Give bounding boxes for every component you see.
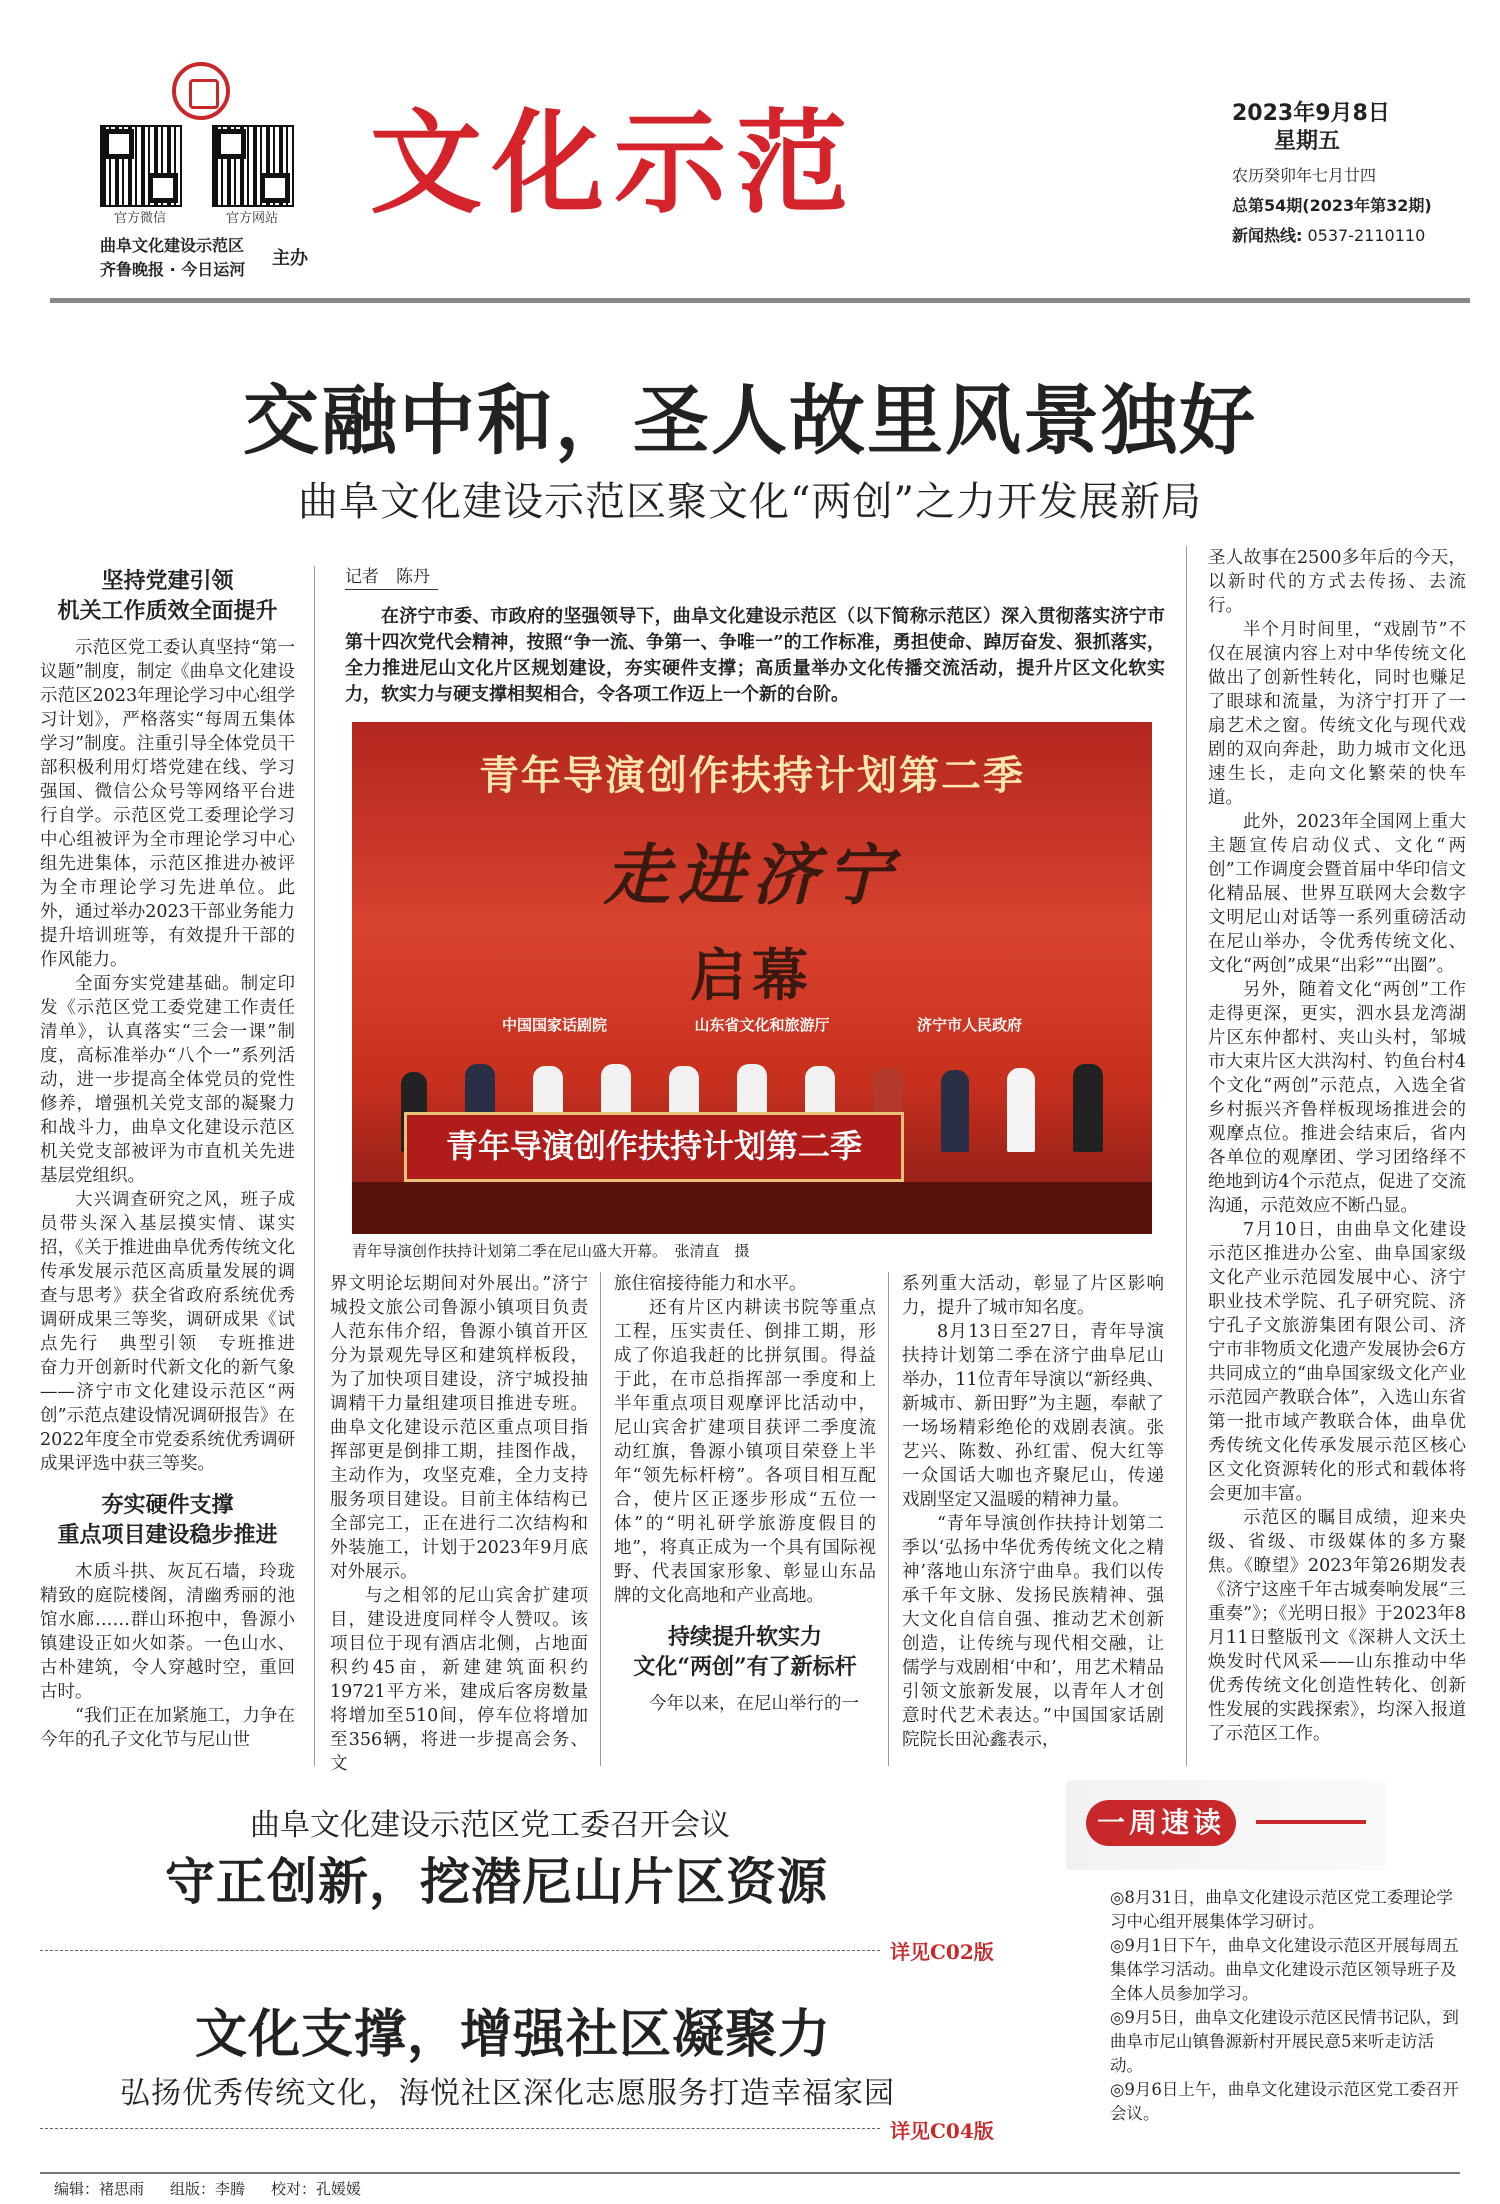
lead-paragraph: 在济宁市委、市政府的坚强领导下，曲阜文化建设示范区（以下简称示范区）深入贯彻落实济宁市第十四次党代会精神，按照“争一流、争第一、争唯一”的工作标准，勇担使命、踔厉奋发、狠抓落实，全力推进尼山文化片区规划建设，夯实硬件支撑；高质量举办文化传播交流活动，提升片区文化软实力，软实力与硬支撑相契相合，令各项工作迈上一个新的台阶。 [345, 606, 1165, 705]
footer-rule [40, 2172, 1460, 2174]
paragraph: 示范区的瞩目成绩，迎来央级、省级、市级媒体的多方聚焦。《瞭望》2023年第26期发表《济宁这座千年古城奏响发展“三重奏”》；《光明日报》于2023年8月11日整版刊文《深耕人文沃土 焕发时代风采——山东推动中华优秀传统文化创造性转化、创新性发展的实践探索》，均深入报道了示范区工作。 [1208, 1508, 1484, 1744]
teaser-title: 文化支撑，增强社区凝聚力 [195, 2004, 832, 2065]
organizer: 山东省文化和旅游厅 [694, 1016, 830, 1034]
paragraph: 圣人故事在2500多年后的今天，以新时代的方式去传扬、去流行。 [1208, 548, 1466, 616]
qr-code-icon [100, 125, 182, 207]
host-label: 主办 [272, 248, 308, 269]
teaser-divider [40, 2128, 880, 2129]
footer-layout: 组版：李腾 [170, 2180, 246, 2198]
publisher-line: 齐鲁晚报 · 今日运河 [100, 260, 246, 279]
newspaper-seal-logo [172, 62, 230, 120]
photo-caption: 青年导演创作扶持计划第二季在尼山盛大开幕。 张清直 摄 [352, 1242, 750, 1260]
issue-info [1232, 100, 1432, 248]
paragraph: 8月13日至27日，青年导演扶持计划第二季在济宁曲阜尼山举办，11位青年导演以“新经典、新城市、新田野”为主题，奉献了一场场精彩绝伦的戏剧表演。张艺兴、陈数、孙红雷、倪大红等一众国话大咖也齐聚尼山，传递戏剧坚定又温暖的精神力量。 [902, 1322, 1164, 1510]
section-heading [614, 1622, 876, 1682]
weekly-title: 一周速读 [1086, 1800, 1236, 1846]
column-divider [314, 566, 315, 1766]
paragraph: 旅住宿接待能力和水平。 [614, 1274, 807, 1294]
paragraph: 另外，随着文化“两创”工作走得更深，更实，泗水县龙湾湖片区东仲都村、夹山头村，邹城市大束片区大洪沟村、钓鱼台村4个文化“两创”示范点，入选全省乡村振兴齐鲁样板现场推进会的观摩点位。推进会结束后，省内各单位的观摩团、学习团络绎不绝地到访4个示范点，促进了交流沟通，示范效应不断凸显。 [1208, 980, 1466, 1216]
paragraph: “青年导演创作扶持计划第二季以‘弘扬中华优秀传统文化之精神’落地山东济宁曲阜。我们以传承千年文脉、发扬民族精神、强大文化自信自强、推动艺术创新创造，让传统与现代相交融，让儒学与戏剧相‘中和’，用艺术精品引领文旅新发展，以青年人才创意时代艺术表达。”中国国家话剧院院长田沁鑫表示， [902, 1514, 1164, 1750]
photo-banner-text: 青年导演创作扶持计划第二季 [479, 753, 1025, 799]
qr-label-wechat: 官方微信 [113, 211, 166, 226]
column-1 [40, 566, 313, 1752]
weekly-title-underline [1256, 1820, 1366, 1824]
column-divider [600, 1272, 601, 1766]
qr-website[interactable] [212, 125, 294, 226]
teaser-divider [40, 1950, 880, 1951]
qr-label-website: 官方网站 [225, 211, 278, 226]
organizer: 中国国家话剧院 [502, 1016, 608, 1034]
paragraph: 今年以来，在尼山举行的一 [649, 1694, 859, 1714]
paragraph: 大兴调查研究之风，班子成员带头深入基层摸实情、谋实招，《关于推进曲阜优秀传统文化传承发展示范区高质量发展的调查与思考》获全省政府系统优秀调研成果三等奖，调研成果《试点先行 典型引领 专班推进 奋力开创新时代新文化的新气象——济宁市文化建设示范区“两创”示范点建设情况调研报告》在2022年度全市党委系统优秀调研成果评选中获三等奖。 [40, 1190, 313, 1474]
organizer: 济宁市人民政府 [916, 1016, 1022, 1034]
see-page-link[interactable]: 详见C04版 [890, 2119, 994, 2143]
teaser-title: 守正创新，挖潜尼山片区资源 [165, 1852, 828, 1911]
paragraph: 与之相邻的尼山宾舍扩建项目，建设进度同样令人赞叹。该项目位于现有酒店北侧，占地面积约45亩，新建建筑面积约19721平方米，建成后客房数量将增加至510间，停车位将增加至356辆，将进一步提高会务、文 [330, 1586, 588, 1774]
paragraph: 还有片区内耕读书院等重点工程，压实责任、倒排工期，形成了你追我赶的比拼氛围。得益于此，在市总指挥部一季度和上半年重点项目观摩评比活动中，尼山宾舍扩建项目获评二季度流动红旗，鲁源小镇项目荣登上半年“领先标杆榜”。各项目相互配合，使片区正逐步形成“五位一体”的“明礼研学旅游度假目的地”，将真正成为一个具有国际视野、代表国家形象、彰显山东品牌的文化高地和产业高地。 [614, 1298, 876, 1606]
paragraph: “我们正在加紧施工，力争在今年的孔子文化节与尼山世 [40, 1706, 295, 1750]
section-heading [40, 1490, 295, 1550]
teaser-deck: 弘扬优秀传统文化，海悦社区深化志愿服务打造幸福家园 [120, 2076, 895, 2111]
weekly-item: ◎9月6日上午，曲阜文化建设示范区党工委召开会议。 [1110, 2080, 1459, 2123]
section-heading-line: 机关工作质效全面提升 [57, 598, 278, 624]
column-divider [888, 1272, 889, 1766]
qr-code-icon [212, 125, 294, 207]
photo-opening-text: 启幕 [690, 944, 814, 1009]
column-5 [1208, 546, 1484, 1746]
masthead-title: 文化示范 [370, 99, 858, 229]
teaser-kicker: 曲阜文化建设示范区党工委召开会议 [250, 1808, 730, 1843]
footer-credits [54, 2178, 361, 2199]
photo-stage-banner: 青年导演创作扶持计划第二季 [404, 1112, 904, 1182]
paragraph: 7月10日，由曲阜文化建设示范区推进办公室、曲阜国家级文化产业示范园发展中心、济宁职业技术学院、孔子研究院、济宁孔子文旅游集团有限公司、济宁市非物质文化遗产发展协会6方共同成立的“曲阜国家级文化产业示范园产教联合体”，入选山东省第一批市域产教联合体，曲阜优秀传统文化传承发展示范区核心区文化资源转化的形式和载体将会更加丰富。 [1208, 1220, 1466, 1504]
lunar-date: 农历癸卯年七月廿四 [1232, 166, 1377, 185]
paragraph: 木质斗拱、灰瓦石墙，玲珑精致的庭院楼阁，清幽秀丽的池馆水廊……群山环抱中，鲁源小镇建设正如火如荼。一色山水、古朴建筑，令人穿越时空，重回古时。 [40, 1562, 295, 1702]
issue-date: 2023年9月8日 [1232, 101, 1390, 126]
byline: 记者 陈丹 [345, 562, 438, 590]
column-4 [902, 1272, 1164, 1752]
publisher-line: 曲阜文化建设示范区 [100, 236, 245, 255]
photo-calligraphy: 走进济宁 [604, 836, 900, 914]
weekly-item: ◎8月31日，曲阜文化建设示范区党工委理论学习中心组开展集体学习研讨。 [1110, 1888, 1453, 1931]
paragraph: 半个月时间里，“戏剧节”不仅在展演内容上对中华传统文化做出了创新性转化，同时也赚足了眼球和流量，为济宁打开了一扇艺术之窗。传统文化与现代戏剧的双向奔赴，助力城市文化迅速生长，走向文化繁荣的快车道。 [1208, 620, 1466, 808]
weekly-item: ◎9月1日下午，曲阜文化建设示范区开展每周五集体学习活动。曲阜文化建设示范区领导班子及全体人员参加学习。 [1110, 1936, 1459, 2003]
qr-wechat[interactable] [100, 125, 182, 226]
paragraph: 此外，2023年全国网上重大主题宣传启动仪式、文化“两创”工作调度会暨首届中华印信文化精品展、世界互联网大会数字文明尼山对话等一系列重磅活动在尼山举办，令优秀传统文化、文化“两创”成果“出彩”“出圈”。 [1208, 812, 1466, 976]
paragraph: 界文明论坛期间对外展出。”济宁城投文旅公司鲁源小镇项目负责人范东伟介绍，鲁源小镇首开区分为景观先导区和建筑样板段，为了加快项目建设，济宁城投抽调精干力量组建项目推进专班。曲阜文化建设示范区重点项目指挥部更是倒排工期，挂图作战，主动作为，攻坚克难，全力支持服务项目建设。目前主体结构已全部完工，正在进行二次结构和外装施工，计划于2023年9月底对外展示。 [330, 1274, 588, 1582]
section-heading-line: 夯实硬件支撑 [101, 1492, 234, 1518]
column-3 [614, 1272, 876, 1716]
hotline-number: 0537-2110110 [1307, 226, 1426, 245]
issue-number: 总第54期(2023年第32期) [1232, 196, 1432, 215]
main-headline: 交融中和，圣人故里风景独好 [243, 376, 1257, 465]
see-page-link[interactable]: 详见C02版 [890, 1940, 994, 1964]
section-heading [40, 566, 295, 626]
paragraph: 示范区党工委认真坚持“第一议题”制度，制定《曲阜文化建设示范区2023年理论学习中心组学习计划》，严格落实“每周五集体学习”制度。注重引导全体党员干部积极利用灯塔党建在线、学习强国、微信公众号等网络平台进行自学。示范区党工委理论学习中心组被评为全市理论学习中心组先进集体，示范区推进办被评为全市理论学习先进单位。此外，通过举办2023干部业务能力提升培训班等，有效提升干部的作风能力。 [40, 638, 295, 970]
section-heading-line: 坚持党建引领 [101, 568, 234, 594]
paragraph: 全面夯实党建基础。制定印发《示范区党工委党建工作责任清单》，认真落实“三会一课”制度，高标准举办“八个一”系列活动，进一步提高全体党员的党性修养，增强机关党支部的凝聚力和战斗力，曲阜文化建设示范区机关党支部被评为市直机关先进基层党组织。 [40, 974, 295, 1186]
section-heading-line: 持续提升软实力 [667, 1624, 822, 1650]
photo-stage-floor [352, 1182, 1152, 1234]
event-photo [352, 722, 1152, 1234]
weekly-list [1110, 1886, 1462, 2126]
column-divider [1186, 546, 1187, 1766]
publisher-block [100, 234, 245, 282]
weekly-item: ◎9月5日，曲阜文化建设示范区民情书记队，到曲阜市尼山镇鲁源新村开展民意5来听走访活动。 [1110, 2008, 1459, 2075]
hotline [1232, 224, 1432, 248]
masthead-rule [50, 298, 1470, 303]
footer-editor: 编辑：褚思雨 [54, 2180, 145, 2198]
column-2 [330, 1272, 588, 1776]
photo-organizers [502, 1014, 1022, 1035]
footer-proof: 校对：孔媛媛 [271, 2180, 362, 2198]
section-heading-line: 重点项目建设稳步推进 [57, 1522, 278, 1548]
section-heading-line: 文化“两创”有了新标杆 [633, 1654, 857, 1680]
paragraph: 系列重大活动，彰显了片区影响力，提升了城市知名度。 [902, 1274, 1164, 1318]
main-subheadline: 曲阜文化建设示范区聚文化“两创”之力开发展新局 [298, 479, 1202, 525]
weekly-header [1066, 1780, 1386, 1870]
issue-weekday: 星期五 [1274, 129, 1341, 154]
hotline-label: 新闻热线: [1232, 226, 1303, 245]
